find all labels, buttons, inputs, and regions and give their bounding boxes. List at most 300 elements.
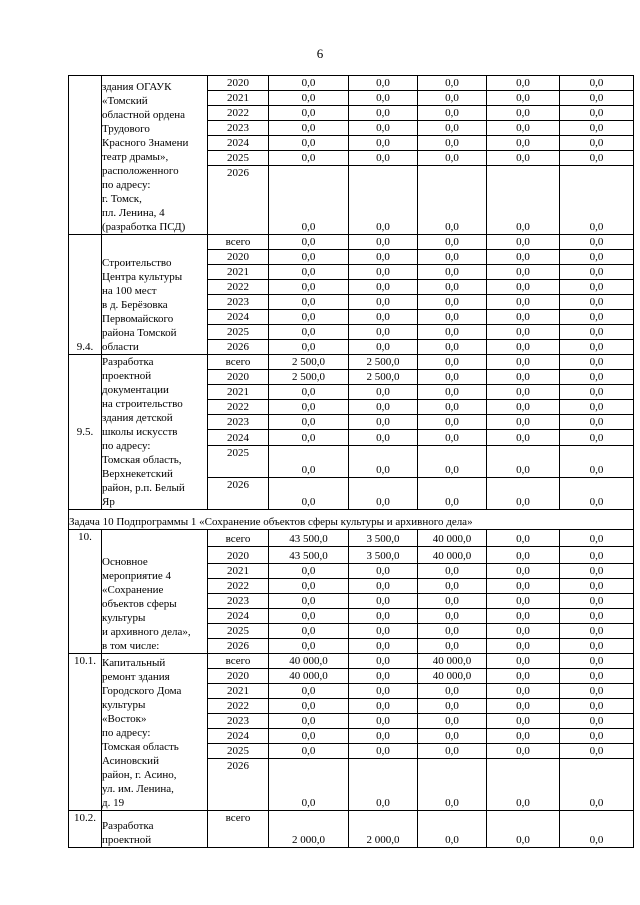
value-cell: 0,0 (269, 106, 349, 121)
value-cell: 0,0 (269, 136, 349, 151)
item-name-line: Основное (102, 556, 148, 568)
value-cell: 0,0 (349, 106, 418, 121)
value-cell: 0,0 (269, 744, 349, 759)
value-cell: 43 500,0 (269, 530, 349, 547)
value-cell: 0,0 (349, 400, 418, 415)
value-cell: 0,0 (487, 106, 560, 121)
value-cell: 0,0 (418, 136, 487, 151)
year-cell: 2023 (208, 415, 269, 430)
value-cell: 2 500,0 (269, 355, 349, 370)
value-cell: 0,0 (487, 280, 560, 295)
year-cell: 2024 (208, 609, 269, 624)
value-cell: 0,0 (487, 669, 560, 684)
value-cell: 0,0 (349, 151, 418, 166)
value-cell: 0,0 (349, 744, 418, 759)
value-cell: 0,0 (418, 265, 487, 280)
item-name-line: Первомайского (102, 313, 174, 325)
value-cell: 0,0 (487, 355, 560, 370)
value-cell: 0,0 (418, 121, 487, 136)
item-name (102, 530, 208, 654)
value-cell: 0,0 (418, 235, 487, 250)
value-cell: 0,0 (349, 579, 418, 594)
value-cell: 0,0 (560, 759, 634, 811)
value-cell: 0,0 (418, 76, 487, 91)
value-cell: 0,0 (487, 639, 560, 654)
value-cell: 0,0 (418, 106, 487, 121)
value-cell: 0,0 (349, 477, 418, 509)
value-cell: 0,0 (487, 547, 560, 564)
value-cell: 0,0 (349, 415, 418, 430)
value-cell: 0,0 (560, 121, 634, 136)
value-cell: 0,0 (487, 654, 560, 669)
item-name-line: Разработка (102, 356, 154, 368)
value-cell: 0,0 (269, 310, 349, 325)
year-cell: 2022 (208, 579, 269, 594)
year-cell: 2023 (208, 714, 269, 729)
value-cell: 0,0 (560, 166, 634, 235)
year-cell: всего (208, 530, 269, 547)
value-cell: 0,0 (560, 136, 634, 151)
year-cell: 2022 (208, 106, 269, 121)
value-cell: 0,0 (349, 385, 418, 400)
value-cell: 40 000,0 (418, 669, 487, 684)
year-cell: 2023 (208, 121, 269, 136)
value-cell: 0,0 (269, 235, 349, 250)
value-cell: 0,0 (487, 76, 560, 91)
value-cell: 0,0 (269, 699, 349, 714)
item-name-line: в д. Берёзовка (102, 299, 168, 311)
value-cell: 0,0 (487, 310, 560, 325)
item-name-line: здания ОГАУК (102, 81, 172, 93)
value-cell: 0,0 (418, 91, 487, 106)
value-cell: 0,0 (560, 669, 634, 684)
table-row (69, 811, 634, 848)
value-cell: 0,0 (349, 669, 418, 684)
item-number (69, 76, 102, 235)
value-cell: 0,0 (560, 564, 634, 579)
value-cell: 0,0 (560, 106, 634, 121)
value-cell: 0,0 (269, 639, 349, 654)
item-name-line: области (102, 341, 139, 353)
year-cell: всего (208, 355, 269, 370)
value-cell: 0,0 (487, 579, 560, 594)
value-cell: 0,0 (560, 250, 634, 265)
value-cell: 0,0 (418, 579, 487, 594)
value-cell: 0,0 (487, 759, 560, 811)
value-cell: 0,0 (269, 477, 349, 509)
value-cell: 0,0 (560, 477, 634, 509)
value-cell: 0,0 (349, 76, 418, 91)
item-name-line: документации (102, 384, 169, 396)
value-cell: 0,0 (560, 310, 634, 325)
value-cell: 0,0 (418, 295, 487, 310)
value-cell: 0,0 (560, 547, 634, 564)
item-name-line: Разработка (102, 820, 154, 832)
year-cell: 2024 (208, 430, 269, 445)
value-cell: 0,0 (418, 355, 487, 370)
value-cell: 0,0 (269, 325, 349, 340)
year-cell: 2025 (208, 744, 269, 759)
value-cell: 0,0 (418, 370, 487, 385)
year-cell: 2020 (208, 547, 269, 564)
year-cell: 2024 (208, 136, 269, 151)
value-cell: 0,0 (560, 714, 634, 729)
value-cell: 0,0 (487, 729, 560, 744)
item-number: 9.4. (69, 235, 102, 355)
value-cell: 0,0 (560, 355, 634, 370)
value-cell: 0,0 (418, 564, 487, 579)
value-cell: 0,0 (560, 699, 634, 714)
value-cell: 0,0 (418, 729, 487, 744)
item-name-line: на строительство (102, 398, 183, 410)
value-cell: 0,0 (269, 166, 349, 235)
value-cell: 0,0 (560, 744, 634, 759)
value-cell: 0,0 (349, 265, 418, 280)
item-name-line: «Восток» (102, 713, 147, 725)
item-number: 10.2. (69, 811, 102, 848)
item-name-line: г. Томск, (102, 193, 142, 205)
value-cell: 0,0 (560, 729, 634, 744)
value-cell: 0,0 (418, 445, 487, 477)
item-name (102, 811, 208, 848)
year-cell: 2022 (208, 699, 269, 714)
value-cell: 0,0 (560, 609, 634, 624)
item-name (102, 76, 208, 235)
item-name-line: объектов сферы (102, 598, 177, 610)
item-name-line: Верхнекетский (102, 468, 173, 480)
value-cell: 0,0 (418, 385, 487, 400)
year-cell: 2021 (208, 265, 269, 280)
value-cell: 0,0 (487, 325, 560, 340)
item-name-line: «Сохранение (102, 584, 164, 596)
item-name (102, 654, 208, 811)
value-cell: 0,0 (487, 699, 560, 714)
value-cell: 0,0 (418, 811, 487, 848)
item-name (102, 235, 208, 355)
value-cell: 0,0 (560, 265, 634, 280)
value-cell: 0,0 (418, 609, 487, 624)
value-cell: 0,0 (560, 430, 634, 445)
value-cell: 0,0 (269, 594, 349, 609)
value-cell: 40 000,0 (269, 669, 349, 684)
item-name-line: Томская область (102, 741, 179, 753)
value-cell: 0,0 (349, 430, 418, 445)
value-cell: 0,0 (560, 91, 634, 106)
value-cell: 0,0 (487, 594, 560, 609)
value-cell: 0,0 (487, 265, 560, 280)
value-cell: 0,0 (418, 340, 487, 355)
value-cell: 0,0 (418, 415, 487, 430)
item-name (102, 355, 208, 510)
year-cell: 2020 (208, 250, 269, 265)
value-cell: 0,0 (487, 340, 560, 355)
value-cell: 0,0 (349, 609, 418, 624)
table-row (69, 654, 634, 669)
value-cell: 0,0 (487, 744, 560, 759)
value-cell: 0,0 (487, 430, 560, 445)
task-heading: Задача 10 Подпрограммы 1 «Сохранение объектов сферы культуры и архивного дела» (69, 510, 634, 530)
value-cell: 0,0 (560, 295, 634, 310)
table-row (69, 76, 634, 91)
item-name-line: проектной (102, 834, 152, 846)
value-cell: 0,0 (560, 151, 634, 166)
item-name-line: школы искусств (102, 426, 178, 438)
year-cell: 2025 (208, 624, 269, 639)
value-cell: 0,0 (418, 166, 487, 235)
value-cell: 0,0 (269, 684, 349, 699)
value-cell: 0,0 (349, 594, 418, 609)
value-cell: 0,0 (418, 624, 487, 639)
value-cell: 0,0 (487, 235, 560, 250)
value-cell: 0,0 (418, 400, 487, 415)
value-cell: 0,0 (269, 729, 349, 744)
item-name-line: Яр (102, 496, 115, 508)
item-name-line: ул. им. Ленина, (102, 783, 174, 795)
value-cell: 0,0 (560, 370, 634, 385)
value-cell: 0,0 (269, 624, 349, 639)
year-cell: 2020 (208, 669, 269, 684)
value-cell: 0,0 (269, 579, 349, 594)
value-cell: 0,0 (560, 385, 634, 400)
value-cell: 0,0 (269, 445, 349, 477)
year-cell: всего (208, 654, 269, 669)
value-cell: 0,0 (487, 624, 560, 639)
value-cell: 0,0 (349, 280, 418, 295)
item-name-line: «Томский (102, 95, 148, 107)
item-name-line: Центра культуры (102, 271, 183, 283)
year-cell: всего (208, 235, 269, 250)
value-cell: 2 500,0 (349, 355, 418, 370)
item-name-line: Строительство (102, 257, 172, 269)
item-name-line: театр драмы», (102, 151, 169, 163)
value-cell: 0,0 (269, 295, 349, 310)
year-cell: 2025 (208, 325, 269, 340)
table-row (69, 235, 634, 250)
value-cell: 0,0 (487, 151, 560, 166)
item-name-line: по адресу: (102, 440, 151, 452)
value-cell: 0,0 (487, 121, 560, 136)
value-cell: 0,0 (269, 91, 349, 106)
value-cell: 0,0 (418, 477, 487, 509)
value-cell: 0,0 (349, 654, 418, 669)
item-name-line: района Томской (102, 327, 177, 339)
value-cell: 0,0 (487, 609, 560, 624)
value-cell: 0,0 (418, 639, 487, 654)
value-cell: 0,0 (418, 699, 487, 714)
value-cell: 0,0 (418, 759, 487, 811)
value-cell: 0,0 (418, 325, 487, 340)
year-cell: 2026 (208, 340, 269, 355)
value-cell: 0,0 (560, 280, 634, 295)
year-cell: 2022 (208, 280, 269, 295)
year-cell: 2022 (208, 400, 269, 415)
value-cell: 0,0 (349, 714, 418, 729)
value-cell: 0,0 (269, 385, 349, 400)
item-name-line: здания детской (102, 412, 173, 424)
value-cell: 0,0 (269, 250, 349, 265)
value-cell: 0,0 (349, 639, 418, 654)
value-cell: 0,0 (349, 91, 418, 106)
value-cell: 0,0 (349, 729, 418, 744)
value-cell: 0,0 (487, 684, 560, 699)
item-name-line: по адресу: (102, 179, 151, 191)
value-cell: 0,0 (269, 759, 349, 811)
value-cell: 0,0 (418, 151, 487, 166)
value-cell: 0,0 (560, 76, 634, 91)
value-cell: 0,0 (349, 310, 418, 325)
value-cell: 0,0 (269, 265, 349, 280)
item-name-line: на 100 мест (102, 285, 157, 297)
value-cell: 0,0 (560, 684, 634, 699)
value-cell: 0,0 (487, 370, 560, 385)
value-cell: 0,0 (418, 250, 487, 265)
item-name-line: ремонт здания (102, 671, 170, 683)
value-cell: 0,0 (487, 250, 560, 265)
year-cell: 2026 (208, 759, 269, 811)
item-name-line: (разработка ПСД) (102, 221, 186, 233)
budget-table (68, 75, 634, 848)
value-cell: 0,0 (269, 415, 349, 430)
item-name-line: д. 19 (102, 797, 125, 809)
value-cell: 0,0 (349, 250, 418, 265)
value-cell: 0,0 (560, 594, 634, 609)
value-cell: 0,0 (269, 121, 349, 136)
value-cell: 0,0 (349, 166, 418, 235)
value-cell: 0,0 (269, 340, 349, 355)
value-cell: 0,0 (418, 280, 487, 295)
item-name-line: район, г. Асино, (102, 769, 177, 781)
value-cell: 0,0 (349, 121, 418, 136)
value-cell: 0,0 (560, 579, 634, 594)
value-cell: 0,0 (560, 654, 634, 669)
item-name-line: областной ордена (102, 109, 186, 121)
value-cell: 0,0 (560, 235, 634, 250)
year-cell: 2026 (208, 477, 269, 509)
item-name-line: Капитальный (102, 657, 166, 669)
value-cell: 0,0 (349, 699, 418, 714)
value-cell: 40 000,0 (269, 654, 349, 669)
value-cell: 0,0 (269, 76, 349, 91)
value-cell: 0,0 (487, 400, 560, 415)
year-cell: 2026 (208, 166, 269, 235)
value-cell: 0,0 (487, 166, 560, 235)
value-cell: 43 500,0 (269, 547, 349, 564)
item-name-line: район, р.п. Белый (102, 482, 185, 494)
item-name-line: проектной (102, 370, 152, 382)
value-cell: 0,0 (487, 564, 560, 579)
value-cell: 0,0 (487, 91, 560, 106)
value-cell: 40 000,0 (418, 530, 487, 547)
item-number: 10. (69, 530, 102, 654)
value-cell: 0,0 (418, 744, 487, 759)
value-cell: 2 500,0 (349, 370, 418, 385)
value-cell: 0,0 (560, 811, 634, 848)
value-cell: 0,0 (487, 530, 560, 547)
value-cell: 0,0 (487, 415, 560, 430)
value-cell: 3 500,0 (349, 547, 418, 564)
year-cell: 2024 (208, 310, 269, 325)
value-cell: 0,0 (418, 594, 487, 609)
year-cell: 2021 (208, 91, 269, 106)
value-cell: 0,0 (269, 400, 349, 415)
item-name-line: мероприятие 4 (102, 570, 172, 582)
value-cell: 0,0 (560, 325, 634, 340)
year-cell: 2025 (208, 151, 269, 166)
value-cell: 0,0 (560, 415, 634, 430)
item-name-line: культуры (102, 699, 146, 711)
item-name-line: пл. Ленина, 4 (102, 207, 165, 219)
value-cell: 0,0 (487, 477, 560, 509)
value-cell: 2 000,0 (349, 811, 418, 848)
value-cell: 40 000,0 (418, 654, 487, 669)
item-number: 9.5. (69, 355, 102, 510)
value-cell: 0,0 (349, 684, 418, 699)
value-cell: 0,0 (560, 445, 634, 477)
value-cell: 0,0 (560, 400, 634, 415)
year-cell: 2026 (208, 639, 269, 654)
value-cell: 2 500,0 (269, 370, 349, 385)
value-cell: 0,0 (560, 624, 634, 639)
value-cell: 2 000,0 (269, 811, 349, 848)
value-cell: 0,0 (349, 759, 418, 811)
value-cell: 0,0 (269, 564, 349, 579)
value-cell: 0,0 (487, 714, 560, 729)
value-cell: 0,0 (349, 445, 418, 477)
year-cell: 2021 (208, 564, 269, 579)
year-cell: 2021 (208, 684, 269, 699)
value-cell: 0,0 (349, 325, 418, 340)
item-name-line: Томская область, (102, 454, 182, 466)
value-cell: 0,0 (487, 385, 560, 400)
item-name-line: в том числе: (102, 640, 160, 652)
table-row (69, 355, 634, 370)
value-cell: 0,0 (560, 340, 634, 355)
item-number: 10.1. (69, 654, 102, 811)
value-cell: 40 000,0 (418, 547, 487, 564)
value-cell: 0,0 (418, 684, 487, 699)
year-cell: 2020 (208, 76, 269, 91)
table-row (69, 530, 634, 547)
value-cell: 0,0 (349, 295, 418, 310)
value-cell: 3 500,0 (349, 530, 418, 547)
year-cell: 2020 (208, 370, 269, 385)
value-cell: 0,0 (349, 624, 418, 639)
page-number: 6 (316, 46, 324, 61)
value-cell: 0,0 (487, 136, 560, 151)
year-cell: 2023 (208, 295, 269, 310)
value-cell: 0,0 (487, 295, 560, 310)
value-cell: 0,0 (487, 445, 560, 477)
value-cell: 0,0 (269, 609, 349, 624)
item-name-line: культуры (102, 612, 146, 624)
value-cell: 0,0 (560, 530, 634, 547)
value-cell: 0,0 (349, 136, 418, 151)
value-cell: 0,0 (349, 564, 418, 579)
year-cell: всего (208, 811, 269, 848)
value-cell: 0,0 (269, 430, 349, 445)
item-name-line: Городского Дома (102, 685, 182, 697)
value-cell: 0,0 (487, 811, 560, 848)
value-cell: 0,0 (418, 310, 487, 325)
item-name-line: Асиновский (102, 755, 159, 767)
value-cell: 0,0 (418, 714, 487, 729)
item-name-line: и архивного дела», (102, 626, 191, 638)
item-name-line: Трудового (102, 123, 150, 135)
year-cell: 2024 (208, 729, 269, 744)
value-cell: 0,0 (269, 714, 349, 729)
value-cell: 0,0 (269, 280, 349, 295)
item-name-line: по адресу: (102, 727, 151, 739)
